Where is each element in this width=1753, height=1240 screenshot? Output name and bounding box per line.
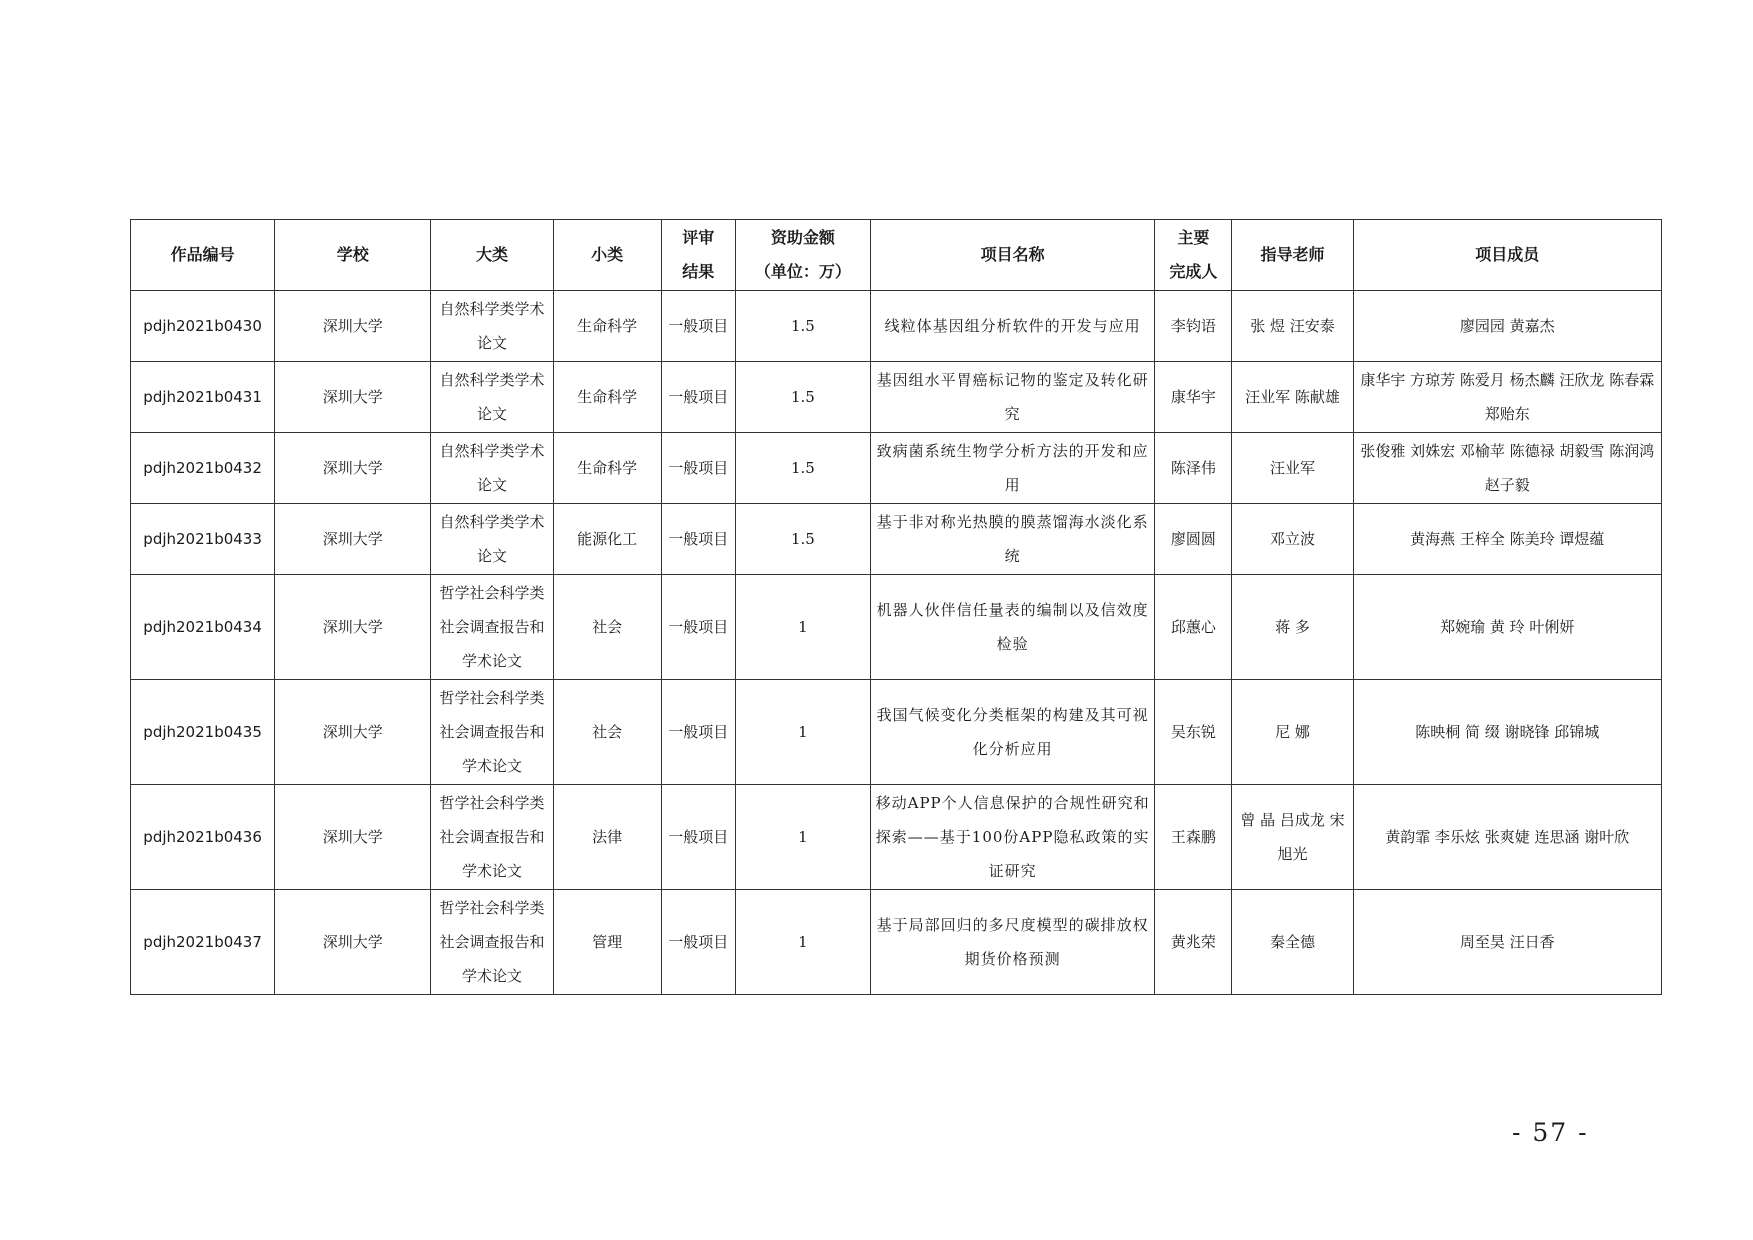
header-result-line1: 评审	[682, 228, 715, 247]
cell-code: pdjh2021b0437	[131, 890, 275, 995]
cell-result: 一般项目	[661, 362, 735, 433]
cell-school: 深圳大学	[275, 785, 431, 890]
cell-subcategory: 能源化工	[553, 504, 661, 575]
cell-project: 基于非对称光热膜的膜蒸馏海水淡化系统	[870, 504, 1154, 575]
cell-result: 一般项目	[661, 433, 735, 504]
cell-members: 康华宇 方琼芳 陈爱月 杨杰麟 汪欣龙 陈春霖 郑贻东	[1353, 362, 1661, 433]
cell-lead: 吴东锐	[1155, 680, 1232, 785]
cell-advisor: 汪业军 陈献雄	[1232, 362, 1353, 433]
cell-lead: 黄兆荣	[1155, 890, 1232, 995]
cell-members: 廖园园 黄嘉杰	[1353, 291, 1661, 362]
header-funding-line2: （单位：万）	[754, 262, 851, 281]
cell-project: 基因组水平胃癌标记物的鉴定及转化研究	[870, 362, 1154, 433]
table-row	[131, 291, 1662, 362]
cell-lead: 李钧语	[1155, 291, 1232, 362]
header-category: 大类	[431, 220, 553, 291]
cell-category: 哲学社会科学类社会调查报告和学术论文	[431, 785, 553, 890]
table-row	[131, 504, 1662, 575]
cell-subcategory: 社会	[553, 575, 661, 680]
header-members: 项目成员	[1353, 220, 1661, 291]
cell-advisor: 邓立波	[1232, 504, 1353, 575]
cell-advisor: 张 煜 汪安泰	[1232, 291, 1353, 362]
header-lead-line1: 主要	[1177, 228, 1210, 247]
cell-amount: 1.5	[735, 362, 870, 433]
cell-category: 哲学社会科学类社会调查报告和学术论文	[431, 575, 553, 680]
cell-school: 深圳大学	[275, 575, 431, 680]
cell-school: 深圳大学	[275, 504, 431, 575]
cell-members: 黄海燕 王梓全 陈美玲 谭煜蕴	[1353, 504, 1661, 575]
header-result-line2: 结果	[682, 262, 715, 281]
cell-amount: 1.5	[735, 433, 870, 504]
cell-project: 机器人伙伴信任量表的编制以及信效度检验	[870, 575, 1154, 680]
header-lead	[1155, 220, 1232, 291]
cell-subcategory: 生命科学	[553, 362, 661, 433]
header-project: 项目名称	[870, 220, 1154, 291]
cell-category: 自然科学类学术论文	[431, 291, 553, 362]
table-row	[131, 362, 1662, 433]
cell-lead: 王森鹏	[1155, 785, 1232, 890]
cell-members: 周至昊 汪日香	[1353, 890, 1661, 995]
header-funding-line1: 资助金额	[770, 228, 835, 247]
table-row	[131, 575, 1662, 680]
cell-code: pdjh2021b0436	[131, 785, 275, 890]
cell-result: 一般项目	[661, 291, 735, 362]
cell-result: 一般项目	[661, 890, 735, 995]
cell-advisor: 曾 晶 吕成龙 宋旭光	[1232, 785, 1353, 890]
cell-result: 一般项目	[661, 680, 735, 785]
cell-subcategory: 法律	[553, 785, 661, 890]
cell-project: 致病菌系统生物学分析方法的开发和应用	[870, 433, 1154, 504]
cell-members: 陈映桐 简 缀 谢晓锋 邱锦城	[1353, 680, 1661, 785]
cell-school: 深圳大学	[275, 680, 431, 785]
table-header	[131, 220, 1662, 291]
header-result	[661, 220, 735, 291]
cell-subcategory: 管理	[553, 890, 661, 995]
table-body	[131, 291, 1662, 995]
cell-advisor: 汪业军	[1232, 433, 1353, 504]
cell-category: 自然科学类学术论文	[431, 433, 553, 504]
cell-subcategory: 生命科学	[553, 291, 661, 362]
cell-members: 黄韵霏 李乐炫 张爽婕 连思涵 谢叶欣	[1353, 785, 1661, 890]
cell-advisor: 蒋 多	[1232, 575, 1353, 680]
cell-amount: 1	[735, 575, 870, 680]
cell-code: pdjh2021b0435	[131, 680, 275, 785]
cell-advisor: 秦全德	[1232, 890, 1353, 995]
cell-amount: 1	[735, 890, 870, 995]
cell-project: 我国气候变化分类框架的构建及其可视化分析应用	[870, 680, 1154, 785]
header-code: 作品编号	[131, 220, 275, 291]
cell-amount: 1	[735, 785, 870, 890]
cell-amount: 1.5	[735, 291, 870, 362]
cell-advisor: 尼 娜	[1232, 680, 1353, 785]
cell-school: 深圳大学	[275, 433, 431, 504]
cell-lead: 陈泽伟	[1155, 433, 1232, 504]
header-advisor: 指导老师	[1232, 220, 1353, 291]
cell-category: 哲学社会科学类社会调查报告和学术论文	[431, 890, 553, 995]
header-row	[131, 220, 1662, 291]
cell-school: 深圳大学	[275, 890, 431, 995]
cell-subcategory: 社会	[553, 680, 661, 785]
cell-code: pdjh2021b0434	[131, 575, 275, 680]
cell-category: 哲学社会科学类社会调查报告和学术论文	[431, 680, 553, 785]
cell-result: 一般项目	[661, 504, 735, 575]
cell-lead: 廖圆圆	[1155, 504, 1232, 575]
page-number: - 57 -	[1512, 1118, 1589, 1147]
header-lead-line2: 完成人	[1169, 262, 1218, 281]
cell-subcategory: 生命科学	[553, 433, 661, 504]
cell-category: 自然科学类学术论文	[431, 362, 553, 433]
header-subcategory: 小类	[553, 220, 661, 291]
cell-result: 一般项目	[661, 575, 735, 680]
cell-result: 一般项目	[661, 785, 735, 890]
table-row	[131, 433, 1662, 504]
cell-code: pdjh2021b0430	[131, 291, 275, 362]
cell-members: 张俊雅 刘姝宏 邓榆苹 陈德禄 胡毅雪 陈润鸿 赵子毅	[1353, 433, 1661, 504]
cell-project: 移动APP个人信息保护的合规性研究和探索——基于100份APP隐私政策的实证研究	[870, 785, 1154, 890]
header-funding	[735, 220, 870, 291]
cell-amount: 1	[735, 680, 870, 785]
cell-code: pdjh2021b0433	[131, 504, 275, 575]
cell-code: pdjh2021b0431	[131, 362, 275, 433]
cell-school: 深圳大学	[275, 291, 431, 362]
cell-lead: 邱蕙心	[1155, 575, 1232, 680]
table-row	[131, 785, 1662, 890]
project-table	[130, 219, 1662, 995]
cell-project: 线粒体基因组分析软件的开发与应用	[870, 291, 1154, 362]
cell-amount: 1.5	[735, 504, 870, 575]
cell-school: 深圳大学	[275, 362, 431, 433]
header-school: 学校	[275, 220, 431, 291]
cell-category: 自然科学类学术论文	[431, 504, 553, 575]
cell-lead: 康华宇	[1155, 362, 1232, 433]
cell-project: 基于局部回归的多尺度模型的碳排放权期货价格预测	[870, 890, 1154, 995]
table-row	[131, 890, 1662, 995]
cell-code: pdjh2021b0432	[131, 433, 275, 504]
table-row	[131, 680, 1662, 785]
cell-members: 郑婉瑜 黄 玲 叶俐妍	[1353, 575, 1661, 680]
